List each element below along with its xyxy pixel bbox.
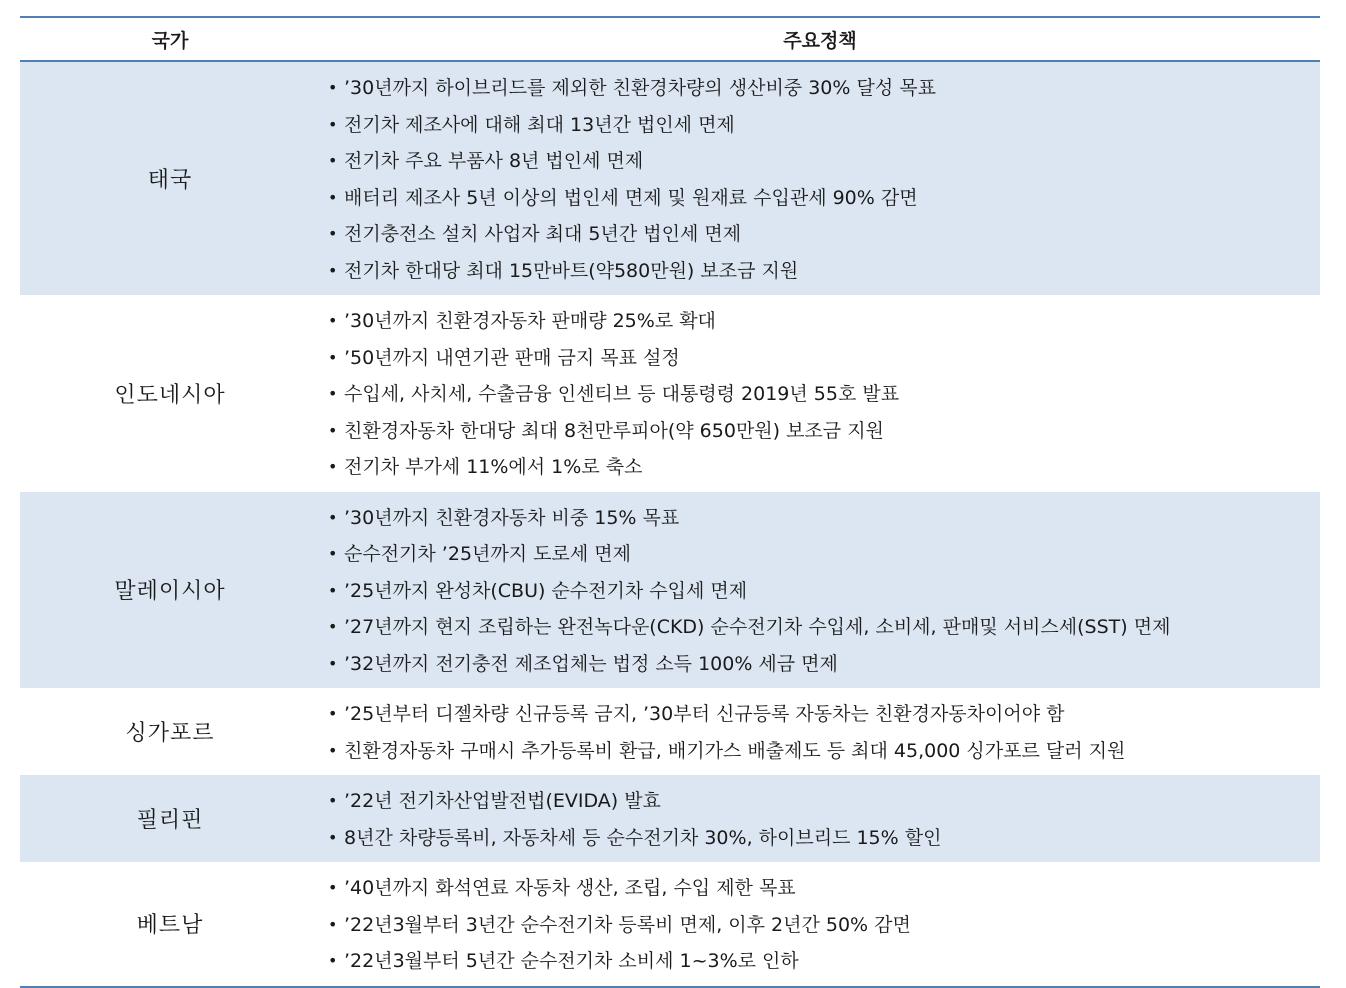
policy-text: 전기차 한대당 최대 15만바트(약580만원) 보조금 지원 — [344, 259, 799, 282]
bullet-icon: • — [328, 827, 338, 847]
policy-text: ’30년까지 친환경자동차 판매량 25%로 확대 — [344, 310, 716, 332]
policy-item — [328, 536, 1320, 573]
policy-text: 8년간 차량등록비, 자동차세 등 순수전기차 30%, 하이브리드 15% 할인 — [344, 826, 942, 849]
bullet-icon: • — [328, 151, 338, 170]
table-row — [20, 492, 1320, 689]
header-policy: 주요정책 — [783, 29, 857, 52]
table-row — [20, 295, 1320, 492]
policy-text: 순수전기차 ’25년까지 도로세 면제 — [344, 543, 631, 565]
policy-text: ’30년까지 친환경자동차 비중 15% 목표 — [344, 506, 680, 529]
bullet-icon: • — [328, 78, 338, 97]
bullet-icon: • — [328, 224, 338, 243]
bullet-icon: • — [328, 507, 338, 527]
policy-item — [328, 70, 1320, 107]
policy-item — [328, 180, 1320, 217]
policy-list — [320, 862, 1320, 986]
bullet-icon: • — [328, 704, 338, 723]
policy-list — [320, 295, 1320, 492]
policy-text: 전기차 부가세 11%에서 1%로 축소 — [344, 456, 643, 478]
policy-text: 배터리 제조사 5년 이상의 법인세 면제 및 원재료 수입관세 90% 감면 — [344, 186, 918, 209]
policy-list — [320, 688, 1320, 775]
bullet-icon: • — [328, 420, 338, 440]
policy-item — [328, 573, 1320, 610]
policy-item — [328, 253, 1320, 290]
policy-table — [20, 16, 1320, 988]
country-cell: 필리핀 — [136, 808, 204, 833]
bullet-icon: • — [328, 791, 338, 810]
policy-item — [328, 376, 1320, 413]
policy-text: ’25년부터 디젤차량 신규등록 금지, ’30부터 신규등록 자동차는 친환경자동차이어야 함 — [344, 703, 1065, 725]
policy-item — [328, 143, 1320, 180]
country-cell: 베트남 — [136, 913, 204, 939]
bullet-icon: • — [328, 187, 338, 207]
policy-list — [320, 62, 1320, 295]
policy-item — [328, 870, 1320, 907]
policy-text: 친환경자동차 한대당 최대 8천만루피아(약 650만원) 보조금 지원 — [344, 419, 884, 442]
bullet-icon: • — [328, 114, 338, 134]
bullet-icon: • — [328, 347, 338, 367]
policy-list — [320, 775, 1320, 862]
policy-item — [328, 216, 1320, 253]
policy-text: ’50년까지 내연기관 판매 금지 목표 설정 — [344, 346, 680, 369]
country-cell: 인도네시아 — [114, 382, 226, 408]
policy-text: 수입세, 사치세, 수출금융 인센티브 등 대통령령 2019년 55호 발표 — [344, 383, 900, 405]
policy-item — [328, 609, 1320, 646]
policy-text: ’32년까지 전기충전 제조업체는 법정 소득 100% 세금 면제 — [344, 652, 838, 675]
policy-text: ’22년 전기차산업발전법(EVIDA) 발효 — [344, 790, 661, 812]
country-cell: 싱가포르 — [125, 721, 215, 746]
policy-text: 전기충전소 설치 사업자 최대 5년간 법인세 면제 — [344, 223, 742, 245]
policy-text: ’22년3월부터 3년간 순수전기차 등록비 면제, 이후 2년간 50% 감면 — [344, 913, 911, 936]
policy-text: 전기차 주요 부품사 8년 법인세 면제 — [344, 150, 644, 172]
bullet-icon: • — [328, 951, 338, 970]
policy-text: ’27년까지 현지 조립하는 완전녹다운(CKD) 순수전기차 수입세, 소비세, 판매및 서비스세(SST) 면제 — [344, 616, 1171, 638]
policy-item — [328, 500, 1320, 537]
policy-text: ’40년까지 화석연료 자동차 생산, 조립, 수입 제한 목표 — [344, 877, 796, 899]
policy-text: 전기차 제조사에 대해 최대 13년간 법인세 면제 — [344, 113, 735, 136]
policy-text: ’25년까지 완성차(CBU) 순수전기차 수입세 면제 — [344, 579, 748, 602]
policy-item — [328, 783, 1320, 820]
policy-text: ’30년까지 하이브리드를 제외한 친환경차량의 생산비중 30% 달성 목표 — [344, 77, 936, 99]
policy-item — [328, 646, 1320, 683]
bullet-icon: • — [328, 260, 338, 280]
policy-item — [328, 943, 1320, 980]
policy-text: ’22년3월부터 5년간 순수전기차 소비세 1~3%로 인하 — [344, 950, 799, 972]
policy-item — [328, 449, 1320, 486]
table-header — [20, 18, 1320, 62]
table-body — [20, 62, 1320, 986]
bullet-icon: • — [328, 384, 338, 403]
policy-item — [328, 340, 1320, 377]
table-row — [20, 775, 1320, 862]
policy-item — [328, 413, 1320, 450]
country-cell: 태국 — [147, 168, 193, 193]
bullet-icon: • — [328, 617, 338, 636]
table-row — [20, 62, 1320, 295]
policy-item — [328, 303, 1320, 340]
header-country: 국가 — [151, 29, 189, 52]
policy-list — [320, 492, 1320, 689]
table-row — [20, 688, 1320, 775]
bullet-icon: • — [328, 457, 338, 476]
policy-text: 친환경자동차 구매시 추가등록비 환급, 배기가스 배출제도 등 최대 45,000 싱가포르 달러 지원 — [344, 739, 1126, 762]
bullet-icon: • — [328, 914, 338, 934]
bullet-icon: • — [328, 544, 338, 563]
bullet-icon: • — [328, 878, 338, 897]
policy-item — [328, 696, 1320, 733]
bullet-icon: • — [328, 740, 338, 760]
table-row — [20, 862, 1320, 986]
bullet-icon: • — [328, 580, 338, 600]
country-cell: 말레이시아 — [114, 579, 226, 605]
policy-item — [328, 820, 1320, 857]
bullet-icon: • — [328, 311, 338, 330]
policy-item — [328, 907, 1320, 944]
policy-item — [328, 107, 1320, 144]
bullet-icon: • — [328, 653, 338, 673]
policy-item — [328, 733, 1320, 770]
